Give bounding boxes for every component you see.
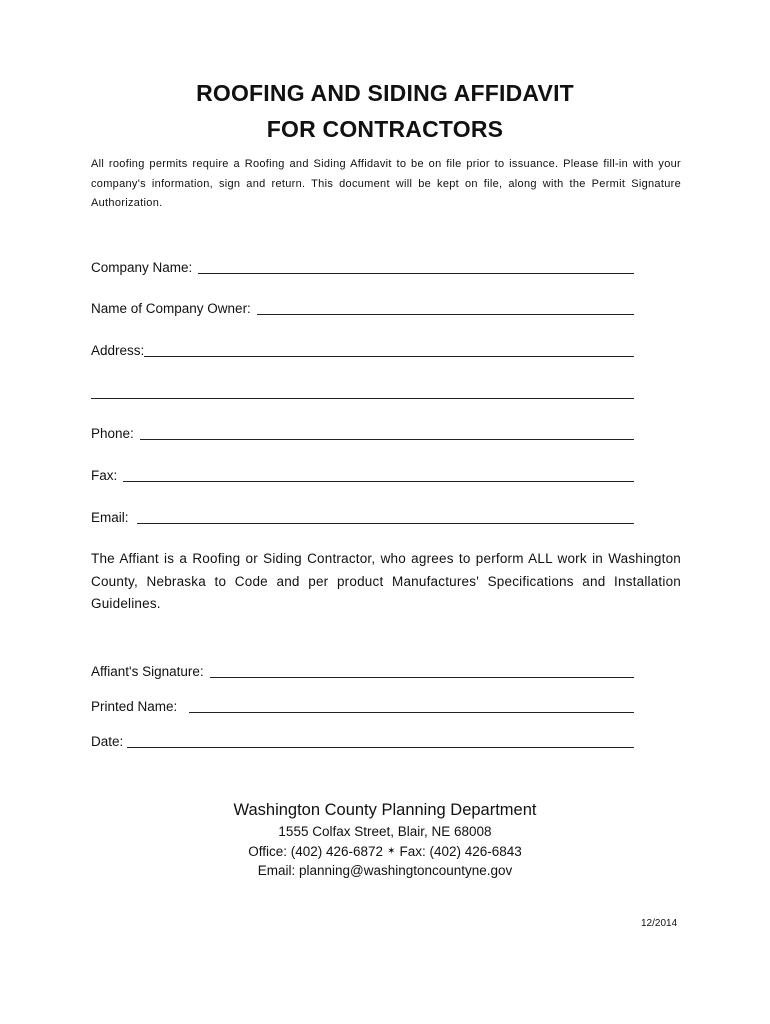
email-line[interactable] (137, 511, 634, 524)
printed-name-field (91, 696, 634, 716)
address-line2-field (91, 382, 634, 402)
fax-number: Fax: (402) 426-6843 (399, 844, 522, 859)
printed-name-label: Printed Name: (91, 699, 178, 714)
phone-label: Phone: (91, 426, 134, 441)
company-owner-field (91, 298, 634, 318)
affiant-statement: The Affiant is a Roofing or Siding Contractor, who agrees to perform ALL work in Washington County, Nebraska to Code and per product Manufactures' Specifications and Installation Guidelines. (91, 551, 681, 611)
department-name: Washington County Planning Department (233, 801, 537, 819)
company-name-line[interactable] (198, 261, 634, 274)
email-label: Email: (91, 510, 129, 525)
document-title-line1: ROOFING AND SIDING AFFIDAVIT (196, 80, 574, 106)
company-name-label: Company Name: (91, 260, 193, 275)
office-phone: Office: (402) 426-6872 (248, 844, 384, 859)
email-field (91, 507, 634, 527)
document-title-line2: FOR CONTRACTORS (266, 116, 504, 142)
fax-field (91, 465, 634, 485)
separator-star-icon: ✶ (387, 846, 396, 857)
intro-paragraph: All roofing permits require a Roofing and Siding Affidavit to be on file prior to issuance. Please fill-in with your company's information, sign and return. This document will be kept on file, along with the Permit Signature Authorization. (91, 158, 681, 209)
phone-line[interactable] (140, 427, 634, 440)
fax-line[interactable] (123, 469, 634, 482)
date-label: Date: (91, 734, 124, 749)
date-field (91, 731, 634, 751)
signature-line[interactable] (210, 665, 634, 678)
signature-field (91, 661, 634, 681)
printed-name-line[interactable] (189, 700, 634, 713)
company-name-field (91, 257, 634, 277)
address-label: Address: (91, 343, 145, 358)
signature-label: Affiant's Signature: (91, 664, 204, 679)
phone-field (91, 423, 634, 443)
department-email: Email: planning@washingtoncountyne.gov (257, 863, 513, 878)
company-owner-label: Name of Company Owner: (91, 301, 251, 316)
department-address: 1555 Colfax Street, Blair, NE 68008 (278, 824, 492, 839)
revision-date: 12/2014 (641, 918, 678, 929)
address-line[interactable] (144, 344, 634, 357)
fax-label: Fax: (91, 468, 118, 483)
company-owner-line[interactable] (257, 302, 634, 315)
address-line2[interactable] (91, 386, 634, 399)
date-line[interactable] (127, 735, 634, 748)
department-contact (0, 844, 770, 859)
address-field (91, 340, 634, 360)
